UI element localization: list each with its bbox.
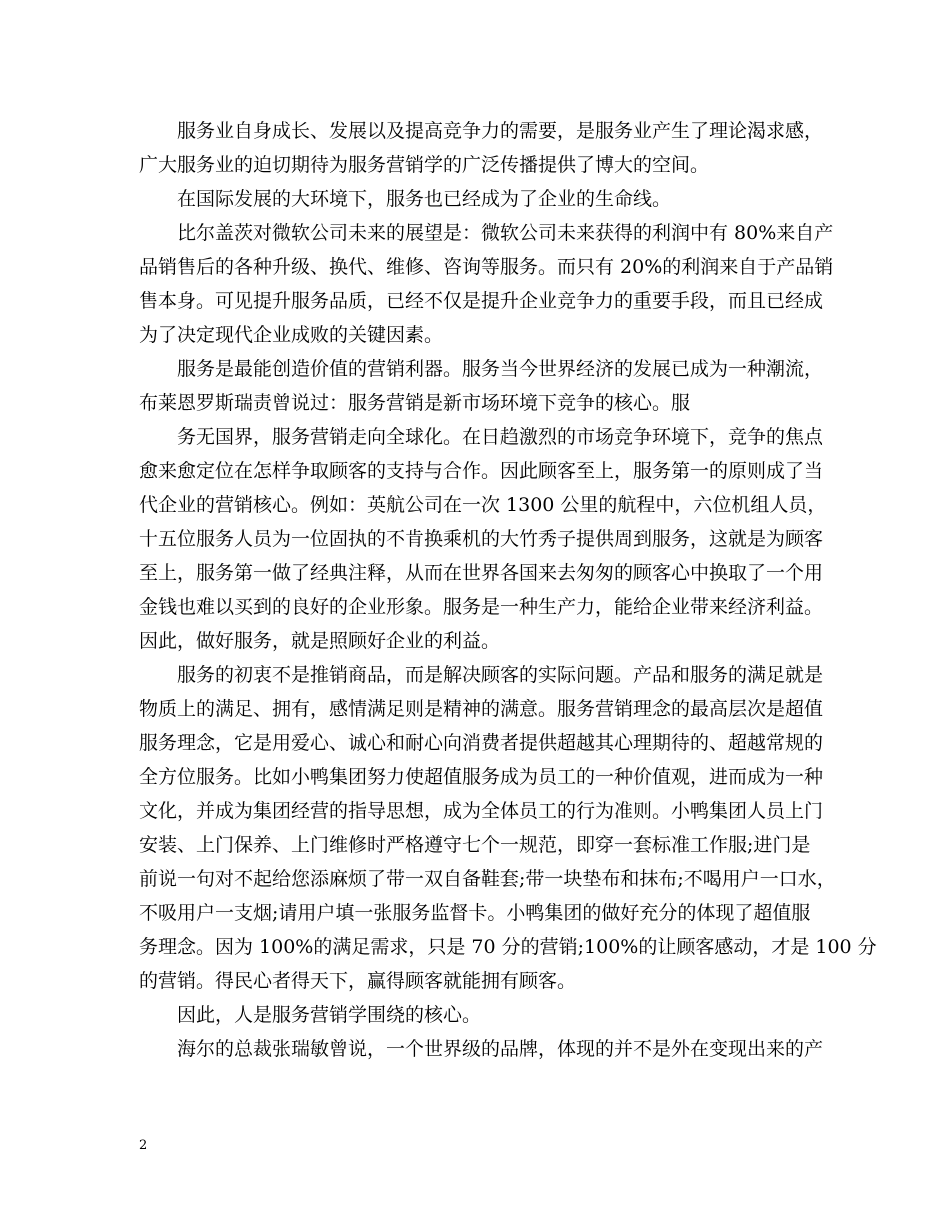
- text-line: 因此，人是服务营销学围绕的核心。: [177, 1004, 482, 1026]
- text-line: 全方位服务。比如小鸭集团努力使超值服务成为员工的一种价值观，进而成为一种: [139, 766, 824, 788]
- text-line: 服务理念，它是用爱心、诚心和耐心向消费者提供超越其心理期待的、超越常规的: [139, 732, 824, 754]
- text-line: 售本身。可见提升服务品质，已经不仅是提升企业竞争力的重要手段，而且已经成: [139, 290, 824, 312]
- text-line: 服务的初衷不是推销商品，而是解决顾客的实际问题。产品和服务的满足就是: [177, 664, 824, 686]
- text-line: 布莱恩罗斯瑞责曾说过：服务营销是新市场环境下竞争的核心。服: [139, 392, 691, 414]
- text-line: 因此，做好服务，就是照顾好企业的利益。: [139, 630, 501, 652]
- text-line: 安装、上门保养、上门维修时严格遵守七个一规范，即穿一套标准工作服;进门是: [139, 834, 811, 856]
- text-line: 文化，并成为集团经营的指导思想，成为全体员工的行为准则。小鸭集团人员上门: [139, 800, 824, 822]
- text-line: 的营销。得民心者得天下，赢得顾客就能拥有顾客。: [139, 970, 577, 992]
- text-line: 比尔盖茨对微软公司未来的展望是：微软公司未来获得的利润中有 80%来自产: [177, 222, 834, 244]
- text-line: 务理念。因为 100%的满足需求，只是 70 分的营销;100%的让顾客感动，才是 100 分: [139, 936, 877, 958]
- text-line: 服务是最能创造价值的营销利器。服务当今世界经济的发展已成为一种潮流，: [177, 358, 824, 380]
- text-line: 海尔的总裁张瑞敏曾说，一个世界级的品牌，体现的并不是外在变现出来的产: [177, 1038, 824, 1060]
- text-line: 广大服务业的迫切期待为服务营销学的广泛传播提供了博大的空间。: [139, 154, 710, 176]
- text-line: 物质上的满足、拥有，感情满足则是精神的满意。服务营销理念的最高层次是超值: [139, 698, 824, 720]
- text-line: 前说一句对不起给您添麻烦了带一双自备鞋套;带一块垫布和抹布;不喝用户一口水，: [139, 868, 836, 890]
- text-line: 代企业的营销核心。例如：英航公司在一次 1300 公里的航程中，六位机组人员，: [139, 494, 827, 516]
- page-number: 2: [139, 1138, 148, 1153]
- text-line: 在国际发展的大环境下，服务也已经成为了企业的生命线。: [177, 188, 672, 210]
- text-line: 服务业自身成长、发展以及提高竞争力的需要，是服务业产生了理论渴求感，: [177, 120, 824, 142]
- text-line: 十五位服务人员为一位固执的不肯换乘机的大竹秀子提供周到服务，这就是为顾客: [139, 528, 824, 550]
- text-line: 至上，服务第一做了经典注释，从而在世界各国来去匆匆的顾客心中换取了一个用: [139, 562, 824, 584]
- text-line: 品销售后的各种升级、换代、维修、咨询等服务。而只有 20%的利润来自于产品销: [139, 256, 834, 278]
- text-line: 务无国界，服务营销走向全球化。在日趋激烈的市场竞争环境下，竞争的焦点: [177, 426, 824, 448]
- text-line: 金钱也难以买到的良好的企业形象。服务是一种生产力，能给企业带来经济利益。: [139, 596, 824, 618]
- text-line: 不吸用户一支烟;请用户填一张服务监督卡。小鸭集团的做好充分的体现了超值服: [139, 902, 811, 924]
- text-line: 为了决定现代企业成败的关键因素。: [139, 324, 444, 346]
- text-line: 愈来愈定位在怎样争取顾客的支持与合作。因此顾客至上，服务第一的原则成了当: [139, 460, 824, 482]
